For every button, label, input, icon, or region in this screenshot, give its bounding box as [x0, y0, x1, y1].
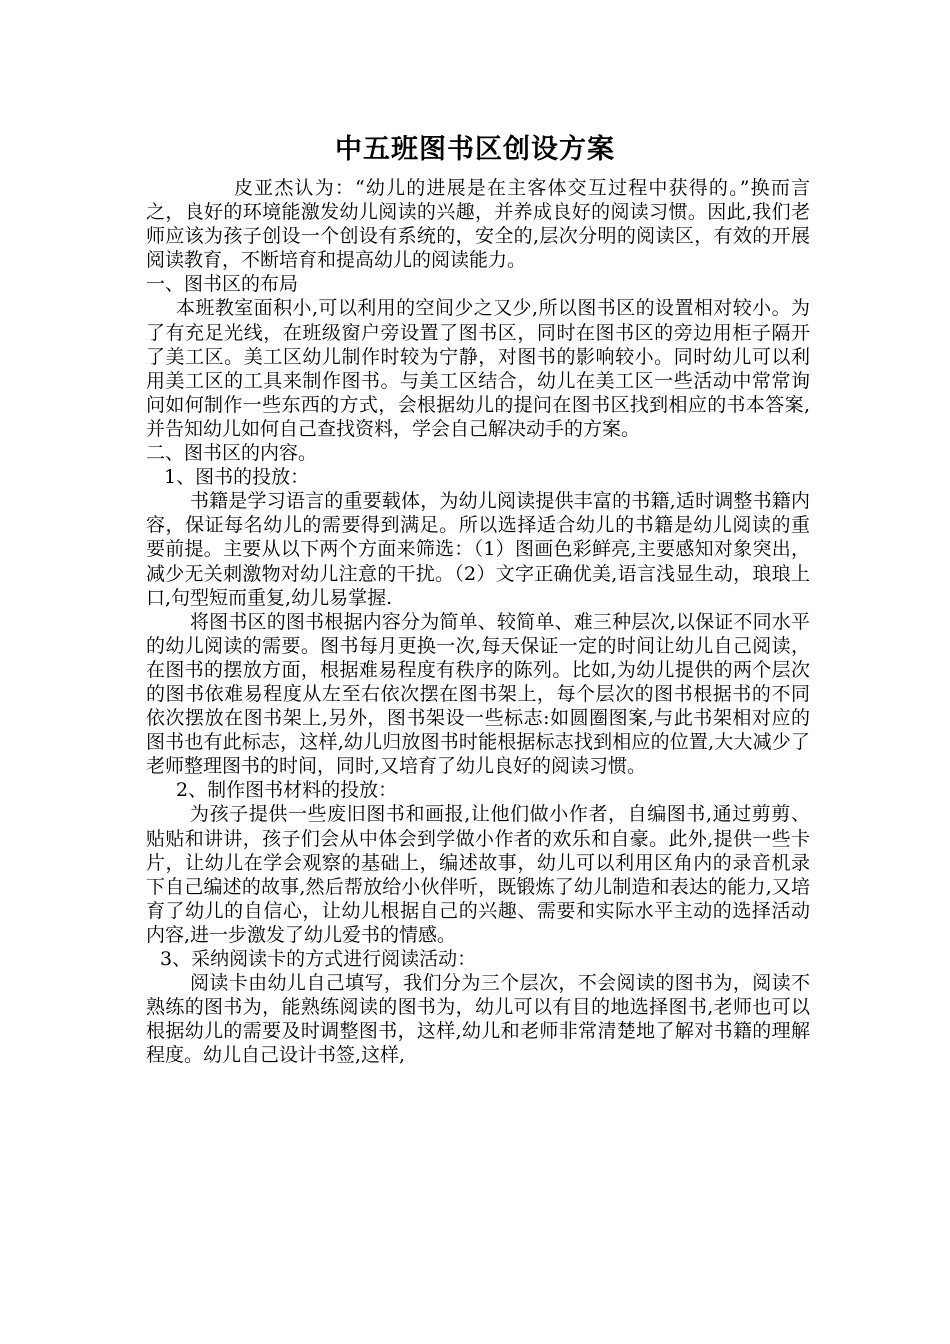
- materials-paragraph: 为孩子提供一些废旧图书和画报,让他们做小作者，自编图书,通过剪剪、贴贴和讲讲，孩子们会从中体会到学做小作者的欢乐和自豪。此外,提供一些卡片，让幼儿在学会观察的基础上，编述故事，幼儿可以利用区角内的录音机录下自己编述的故事,然后帮放给小伙伴听，既锻炼了幼儿制造和表达的能力,又培育了幼儿的自信心，让幼儿根据自己的兴趣、需要和实际水平主动的选择活动内容,进一步激发了幼儿爱书的情感。: [146, 803, 810, 946]
- layout-paragraph: 本班教室面积小,可以利用的空间少之又少,所以图书区的设置相对较小。为了有充足光线，在班级窗户旁设置了图书区，同时在图书区的旁边用柜子隔开了美工区。美工区幼儿制作时较为宁静，对图书的影响较小。同时幼儿可以利用美工区的工具来制作图书。与美工区结合，幼儿在美工区一些活动中常常询问如何制作一些东西的方式，会根据幼儿的提问在图书区找到相应的书本答案,并告知幼儿如何自己查找资料，学会自己解决动手的方案。: [146, 297, 810, 440]
- reading-card-paragraph: 阅读卡由幼儿自己填写，我们分为三个层次，不会阅读的图书为，阅读不熟练的图书为，能熟练阅读的图书为，幼儿可以有目的地选择图书,老师也可以根据幼儿的需要及时调整图书，这样,幼儿和老师非常清楚地了解对书籍的理解程度。幼儿自己设计书签,这样,: [146, 972, 810, 1067]
- intro-paragraph: 皮亚杰认为：“幼儿的进展是在主客体交互过程中获得的。”换而言之，良好的环境能激发幼儿阅读的兴趣，并养成良好的阅读习惯。因此,我们老师应该为孩子创设一个创设有系统的，安全的,层次分明的阅读区，有效的开展阅读教育，不断培育和提高幼儿的阅读能力。: [146, 177, 810, 272]
- document-title: 中五班图书区创设方案: [335, 134, 615, 165]
- section-heading-content: 二、图书区的内容。: [146, 442, 318, 465]
- document-body: [146, 176, 810, 1067]
- section-heading-layout: 一、图书区的布局: [146, 273, 299, 296]
- item-heading-reading-card: 3、采纳阅读卡的方式进行阅读活动：: [160, 948, 477, 970]
- item-heading-materials: 2、制作图书材料的投放：: [176, 779, 398, 802]
- item-heading-books: 1、图书的投放：: [164, 466, 310, 489]
- books-paragraph-selection: 书籍是学习语言的重要载体，为幼儿阅读提供丰富的书籍,适时调整书籍内容，保证每名幼儿的需要得到满足。所以选择适合幼儿的书籍是幼儿阅读的重要前提。主要从以下两个方面来筛选：（1）图画色彩鲜亮,主要感知对象突出，减少无关刺激物对幼儿注意的干扰。（2）文字正确优美,语言浅显生动，琅琅上口,句型短而重复,幼儿易掌握.: [146, 490, 810, 609]
- books-paragraph-levels: 将图书区的图书根据内容分为简单、较简单、难三种层次,以保证不同水平的幼儿阅读的需要。图书每月更换一次,每天保证一定的时间让幼儿自己阅读，在图书的摆放方面，根据难易程度有秩序的陈列。比如,为幼儿提供的两个层次的图书依难易程度从左至右依次摆在图书架上，每个层次的图书根据书的不同依次摆放在图书架上,另外，图书架设一些标志:如圆圈图案,与此书架相对应的图书也有此标志，这样,幼儿归放图书时能根据标志找到相应的位置,大大减少了老师整理图书的时间，同时,又培育了幼儿良好的阅读习惯。: [146, 610, 810, 778]
